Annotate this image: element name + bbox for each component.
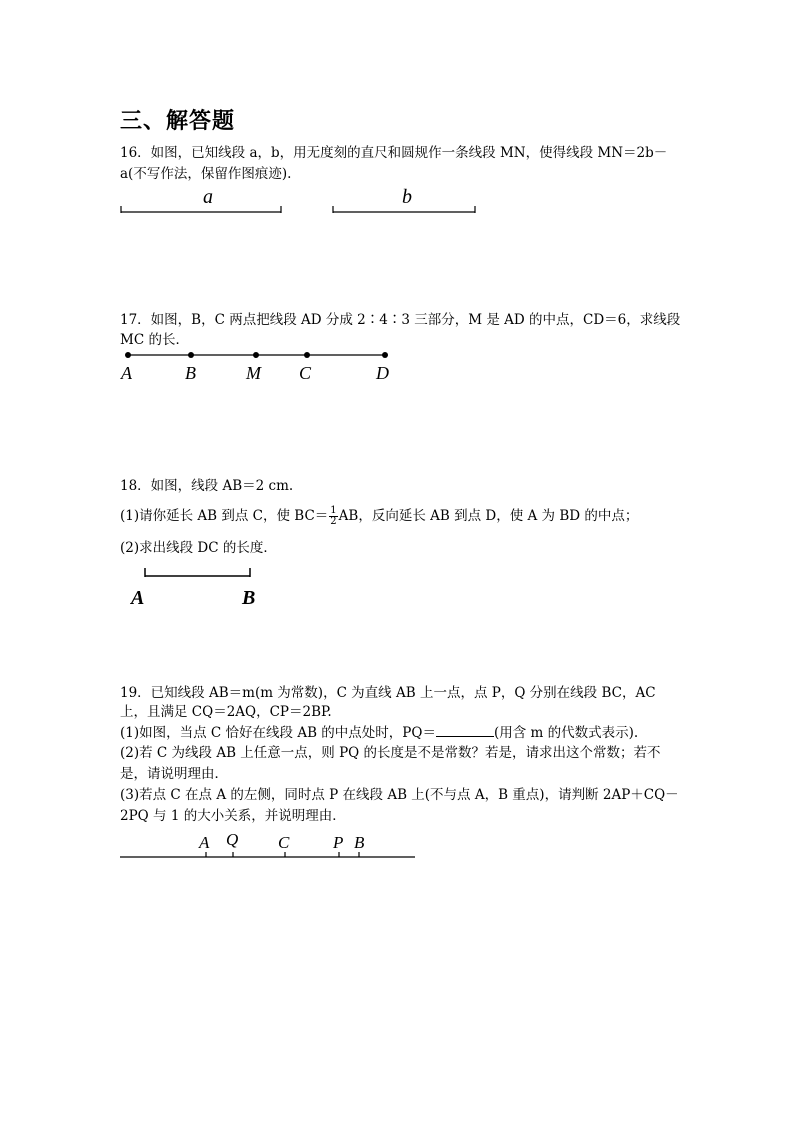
q17-line-figure <box>115 345 405 387</box>
q19-line5: 是，请说明理由． <box>120 766 228 782</box>
point-C-label: C <box>278 833 290 852</box>
q18-segment-figure <box>125 563 275 613</box>
q18-line2 <box>120 504 638 527</box>
fraction-denominator: 2 <box>330 516 337 527</box>
point-C-label: C <box>299 363 312 383</box>
q19-line7: 2PQ 与 1 的大小关系，并说明理由． <box>120 808 346 824</box>
point-Q-label: Q <box>226 830 239 849</box>
point-P-label: P <box>333 833 344 852</box>
q19-line-figure <box>115 828 420 864</box>
point-A-label: A <box>199 833 210 852</box>
point-A-label: A <box>121 363 132 383</box>
q19-line2: 上，且满足 CQ＝2AQ，CP＝2BP. <box>120 704 332 720</box>
q16-line1: 16．如图，已知线段 a，b，用无度刻的直尺和圆规作一条线段 MN，使得线段 MN＝2b－ <box>120 145 668 161</box>
q18-line2-pre: (1)请你延长 AB 到点 C，使 BC＝ <box>120 508 329 524</box>
answer-blank[interactable] <box>436 724 494 737</box>
point-B-label: B <box>242 587 256 609</box>
fraction-numerator: 1 <box>330 505 337 516</box>
point-B-label: B <box>185 363 196 383</box>
q17-line2: MC 的长． <box>120 332 189 348</box>
point-B-label: B <box>354 833 365 852</box>
q16-line2: a(不写作法，保留作图痕迹). <box>120 166 292 182</box>
q17-line1: 17．如图，B，C 两点把线段 AD 分成 2∶4∶3 三部分，M 是 AD 的中点，CD＝6，求线段 <box>120 312 681 328</box>
q19-line4: (2)若 C 为线段 AB 上任意一点，则 PQ 的长度是不是常数？若是，请求出这个常数；若不 <box>120 745 661 761</box>
point-D-label: D <box>376 363 389 383</box>
q18-line3: (2)求出线段 DC 的长度． <box>120 540 277 556</box>
q19-line3-post: (用含 m 的代数式表示). <box>493 725 639 741</box>
segment-b-label: b <box>402 186 412 208</box>
q16-segment-figure <box>115 182 485 222</box>
q19-line3-pre: (1)如图，当点 C 恰好在线段 AB 的中点处时，PQ＝ <box>120 725 436 741</box>
q18-line1: 18．如图，线段 AB＝2 cm. <box>120 478 294 494</box>
q19-line3 <box>120 721 638 741</box>
q19-line6: (3)若点 C 在点 A 的左侧，同时点 P 在线段 AB 上(不与点 A，B 重点)，请判断 2AP＋CQ－ <box>120 787 679 803</box>
q19-line1: 19．已知线段 AB＝m(m 为常数)，C 为直线 AB 上一点，点 P，Q 分别在线段 BC，AC <box>120 685 656 701</box>
point-A-label: A <box>131 587 145 609</box>
fraction-one-half <box>329 506 337 527</box>
segment-a-label: a <box>203 186 213 208</box>
point-M-label: M <box>246 363 261 383</box>
q18-line2-post: AB，反向延长 AB 到点 D，使 A 为 BD 的中点； <box>338 508 639 524</box>
section-title: 三、解答题 <box>120 108 236 134</box>
